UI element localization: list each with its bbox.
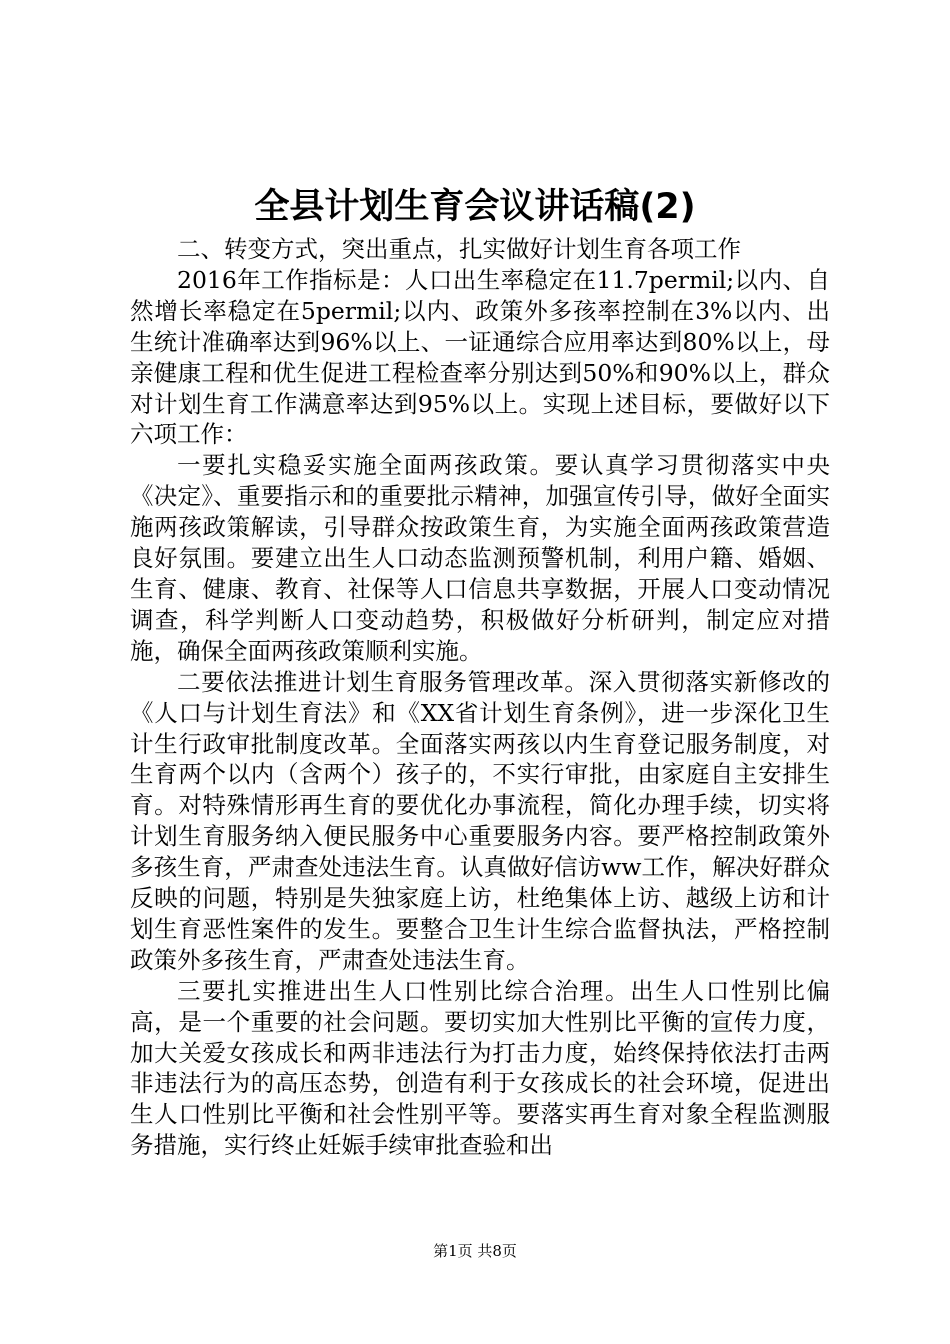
- paragraph-item-2: 二要依法推进计划生育服务管理改革。深入贯彻落实新修改的《人口与计划生育法》和《XX省计划生育条例》，进一步深化卫生计生行政审批制度改革。全面落实两孩以内生育登记服务制度，对生育两个以内（含两个）孩子的，不实行审批，由家庭自主安排生育。对特殊情形再生育的要优化办事流程，简化办理手续，切实将计划生育服务纳入便民服务中心重要服务内容。要严格控制政策外多孩生育，严肃查处违法生育。认真做好信访ww工作，解决好群众反映的问题，特别是失独家庭上访，杜绝集体上访、越级上访和计划生育恶性案件的发生。要整合卫生计生综合监督执法，严格控制政策外多孩生育，严肃查处违法生育。: [130, 667, 830, 974]
- paragraph-targets: 2016年工作指标是：人口出生率稳定在11.7permil;以内、自然增长率稳定在5permil;以内、政策外多孩率控制在3%以内、出生统计准确率达到96%以上、一证通综合应用率达到80%以上，母亲健康工程和优生促进工程检查率分别达到50%和90%以上，群众对计划生育工作满意率达到95%以上。实现上述目标，要做好以下六项工作：: [130, 265, 830, 449]
- paragraph-item-1: 一要扎实稳妥实施全面两孩政策。要认真学习贯彻落实中央《决定》、重要指示和的重要批示精神，加强宣传引导，做好全面实施两孩政策解读，引导群众按政策生育，为实施全面两孩政策营造良好氛围。要建立出生人口动态监测预警机制，利用户籍、婚姻、生育、健康、教育、社保等人口信息共享数据，开展人口变动情况调查，科学判断人口变动趋势，积极做好分析研判，制定应对措施，确保全面两孩政策顺利实施。: [130, 451, 830, 665]
- page-number-footer: 第1页 共8页: [433, 1242, 517, 1260]
- paragraph-section-heading: 二、转变方式，突出重点，扎实做好计划生育各项工作: [177, 235, 741, 263]
- paragraph-item-3: 三要扎实推进出生人口性别比综合治理。出生人口性别比偏高，是一个重要的社会问题。要切实加大性别比平衡的宣传力度，加大关爱女孩成长和两非违法行为打击力度，始终保持依法打击两非违法行为的高压态势，创造有利于女孩成长的社会环境，促进出生人口性别比平衡和社会性别平等。要落实再生育对象全程监测服务措施，实行终止妊娠手续审批查验和出: [130, 976, 830, 1160]
- document-body: [130, 234, 830, 1161]
- document-title: 全县计划生育会议讲话稿(2): [254, 187, 696, 227]
